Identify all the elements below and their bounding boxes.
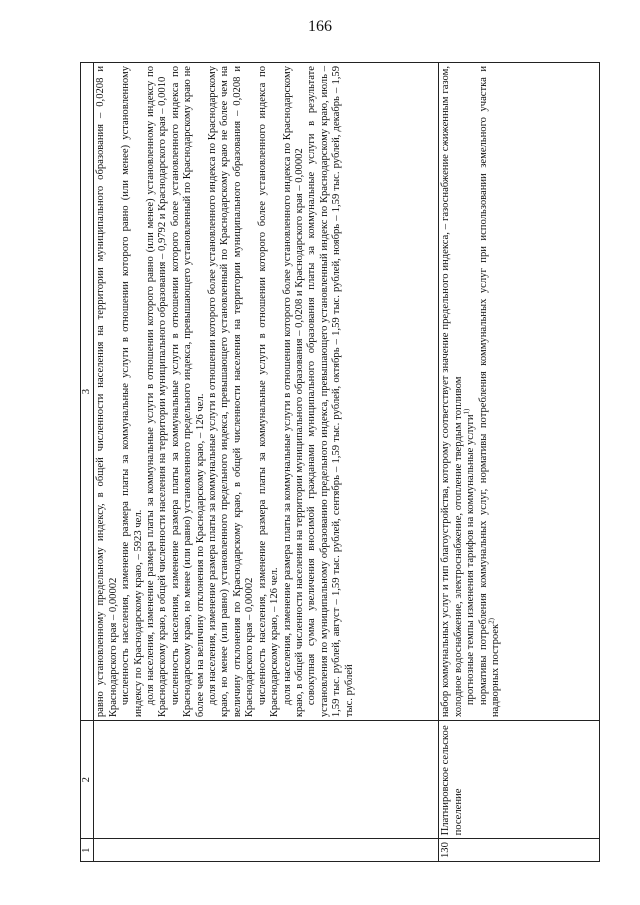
settlement-name: Платнировское сельское поселение xyxy=(439,721,600,839)
table-header-row xyxy=(81,63,94,862)
footnote-marker: 1) xyxy=(462,408,471,415)
paragraph: равно установленному предельному индексу, в общей численности населения на территории муниципального образования – 0,0208 и Краснодарского края – 0,00002 xyxy=(95,66,119,718)
header-col-2: 2 xyxy=(81,721,94,839)
rotated-table-container xyxy=(80,62,600,862)
paragraph: доля населения, изменение размера платы за коммунальные услуги в отношении которого равно (или менее) установленному индексу по Краснодарскому краю, в общей численности населения на территории муниципального образования – 0,9792 и Краснодарского края – 0,0010 xyxy=(145,66,169,718)
paragraph: прогнозные темпы изменения тарифов на коммунальные услуги$^{1)}$ xyxy=(462,408,477,706)
cell-row-130-content xyxy=(439,63,600,721)
row-number: 130 xyxy=(439,839,600,862)
cell-continued-content xyxy=(94,63,439,721)
paragraph: доля населения, изменение размера платы за коммунальные услуги в отношении которого более установленного индекса по Краснодарскому краю, в общей численности населения на территории муниципального образования – 0,0208 и Краснодарского края – 0,00002 xyxy=(281,66,305,718)
paragraph: набор коммунальных услуг и тип благоустройства, которому соответствует значение предельного индекса, – газоснабжение сжиженным газом, холодное водоснабжение, электроснабжение, отопление твердым топливом xyxy=(440,66,464,718)
footnote-marker: 2) xyxy=(487,618,496,624)
cell-empty-name xyxy=(94,721,439,839)
paragraph: численность населения, изменение размера платы за коммунальные услуги в отношении которого равно (или менее) установленному индексу по Краснодарскому краю, – 5923 чел. xyxy=(120,66,144,718)
paragraph: численность населения, изменение размера платы за коммунальные услуги в отношении которого более установленного индекса по Краснодарскому краю, – 126 чел. xyxy=(256,66,281,718)
paragraph: совокупная сумма увеличения вносимой гражданами муниципального образования платы за коммунальные услуги в результате установления по муниципальному образованию предельного индекса, превышающего установленный индекс по Краснодарскому краю, июль – 1,59 тыс. рублей, август – 1,59 тыс. рублей, сентябрь – 1,59 тыс. рублей, октябрь – 1,59 тыс. рублей, ноябрь – 1,59 тыс. рублей, декабрь – 1,59 тыс. рублей xyxy=(306,66,355,718)
header-col-1: 1 xyxy=(81,839,94,862)
page-number: 166 xyxy=(308,18,332,35)
data-table xyxy=(80,62,600,862)
paragraph: доля населения, изменение размера платы за коммунальные услуги в отношении которого более установленного индекса по Краснодарскому краю, но менее (или равно) установленного предельного индекса, превышающего установленный по Краснодарскому краю не более чем на величину отклонения по Краснодарскому краю, в общей численности населения на территории муниципального образования – 0,0208 и Краснодарского края – 0,00002 xyxy=(207,66,256,718)
paragraph: нормативы потребления коммунальных услуг, нормативы потребления коммунальных услуг при использовании земельного участка и надворных построек$^{2)}$ xyxy=(477,66,502,718)
paragraph: численность населения, изменение размера платы за коммунальные услуги в отношении которого более установленного индекса по Краснодарскому краю, но менее (или равно) установленного предельного индекса, превышающего установленный по Краснодарскому краю не более чем на величину отклонения по Краснодарскому краю, – 126 чел. xyxy=(169,66,206,718)
table-row-130 xyxy=(439,63,600,862)
table-row-continued xyxy=(94,63,439,862)
header-col-3: 3 xyxy=(81,63,94,721)
cell-empty-number xyxy=(94,839,439,862)
